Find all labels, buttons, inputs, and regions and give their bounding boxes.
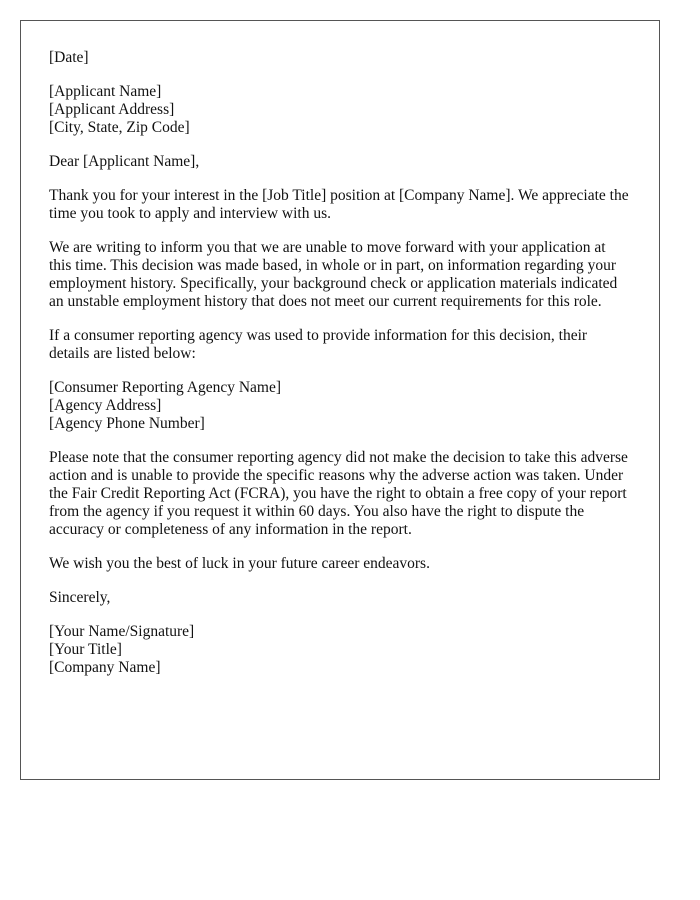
- signer-company: [Company Name]: [49, 659, 161, 676]
- paragraph-agency-intro: If a consumer reporting agency was used to provide information for this decision, their details are listed below:: [49, 327, 588, 362]
- agency-name: [Consumer Reporting Agency Name]: [49, 379, 282, 396]
- paragraph-wishes: We wish you the best of luck in your future career endeavors.: [49, 555, 430, 572]
- closing: Sincerely,: [49, 589, 111, 606]
- paragraph-decision: We are writing to inform you that we are unable to move forward with your application at this time. This decision was made based, in whole or in part, on information regarding your employment history. Specifically, your background check or application materials indicated an unstable employment history that does not meet our current requirements for this role.: [49, 239, 618, 310]
- letter-body: [49, 49, 629, 693]
- agency-phone: [Agency Phone Number]: [49, 415, 205, 432]
- applicant-address: [Applicant Address]: [49, 101, 175, 118]
- applicant-address-block: [49, 83, 629, 137]
- applicant-city-state-zip: [City, State, Zip Code]: [49, 119, 190, 136]
- applicant-name: [Applicant Name]: [49, 83, 162, 100]
- signer-name: [Your Name/Signature]: [49, 623, 195, 640]
- letter-date: [Date]: [49, 49, 89, 66]
- signer-title: [Your Title]: [49, 641, 122, 658]
- salutation: Dear [Applicant Name],: [49, 153, 200, 170]
- signature-block: [49, 623, 629, 677]
- agency-address: [Agency Address]: [49, 397, 162, 414]
- paragraph-intro: Thank you for your interest in the [Job Title] position at [Company Name]. We appreciate the time you took to apply and interview with us.: [49, 187, 629, 222]
- agency-block: [49, 379, 629, 433]
- paragraph-fcra-notice: Please note that the consumer reporting agency did not make the decision to take this adverse action and is unable to provide the specific reasons why the adverse action was taken. Under the Fair Credit Reporting Act (FCRA), you have the right to obtain a free copy of your report from the agency if you request it within 60 days. You also have the right to dispute the accuracy or completeness of any information in the report.: [49, 449, 628, 538]
- letter-page: [20, 20, 660, 780]
